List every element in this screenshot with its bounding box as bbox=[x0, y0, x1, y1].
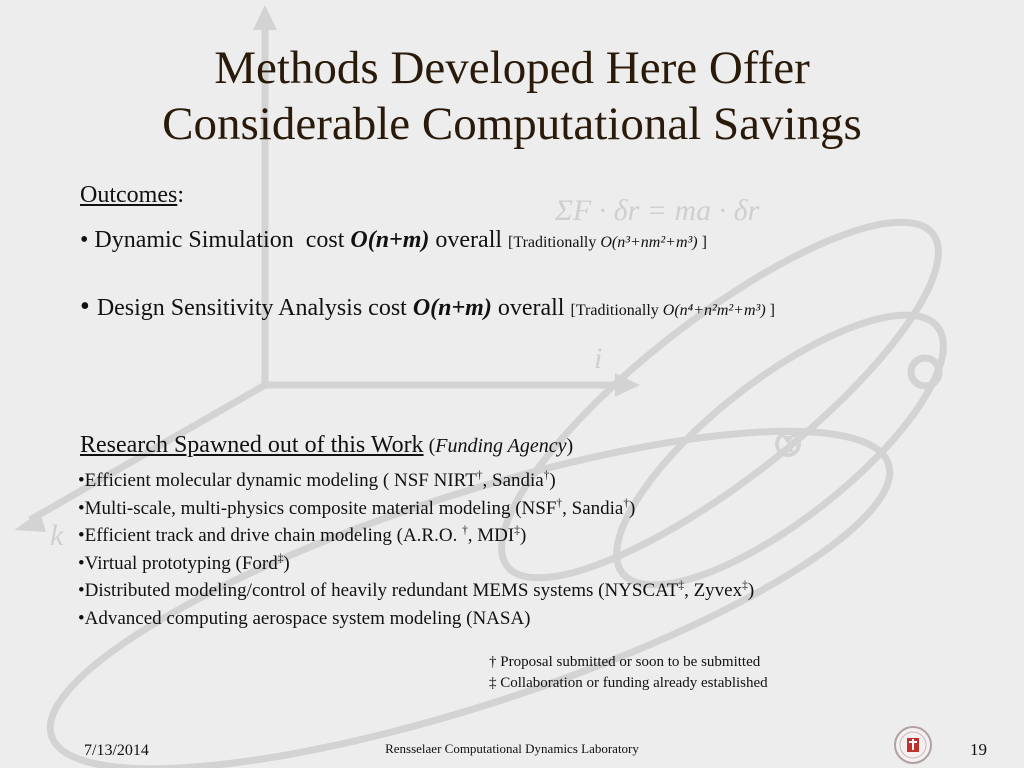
footnote-mark: ‡ bbox=[514, 524, 520, 537]
list-item bbox=[78, 550, 754, 578]
background-equation: ΣF · δr = ma · δr bbox=[555, 194, 760, 227]
traditional-close: ] bbox=[765, 302, 775, 319]
background-axis-label: k bbox=[50, 519, 64, 552]
list-item bbox=[78, 522, 754, 550]
item-text: ) bbox=[519, 525, 527, 546]
funding-agency-label: Funding Agency bbox=[435, 435, 567, 457]
footer-lab-name: Rensselaer Computational Dynamics Laboratory bbox=[385, 741, 639, 756]
item-text: , Sandia bbox=[562, 497, 624, 519]
footnote-mark: ‡ bbox=[678, 579, 685, 592]
list-item bbox=[78, 495, 754, 523]
footnote-mark: † bbox=[543, 469, 550, 482]
outcome-overall: overall bbox=[429, 227, 509, 253]
slide-title-line1: Methods Developed Here Offer bbox=[214, 42, 810, 94]
list-item bbox=[78, 577, 754, 605]
outcomes-heading: Outcomes bbox=[80, 182, 178, 208]
item-text: •Multi-scale, multi-physics composite material modeling (NSF bbox=[78, 497, 557, 519]
footer-date: 7/13/2014 bbox=[84, 742, 149, 759]
item-text: •Advanced computing aerospace system modeling (NASA) bbox=[78, 607, 531, 629]
footnote-mark: † bbox=[556, 497, 563, 510]
item-text: •Efficient molecular dynamic modeling ( NSF NIRT bbox=[78, 470, 477, 491]
traditional-formula: O(n³+nm²+m³) bbox=[600, 234, 698, 251]
outcome-overall: overall bbox=[491, 295, 571, 321]
item-text: •Distributed modeling/control of heavily redundant MEMS systems (NYSCAT bbox=[78, 580, 679, 601]
footnote-mark: † bbox=[462, 524, 468, 537]
outcomes-colon: : bbox=[177, 182, 184, 208]
footnote-mark: ‡ bbox=[742, 579, 748, 592]
background-vector-label: i bbox=[594, 342, 603, 375]
traditional-label: [Traditionally bbox=[508, 234, 601, 251]
footnotes bbox=[489, 652, 768, 694]
item-text: , Sandia bbox=[482, 470, 544, 491]
page-number: 19 bbox=[970, 740, 987, 759]
rpi-seal-icon bbox=[888, 725, 938, 765]
traditional-formula: O(n⁴+n²m²+m³) bbox=[662, 302, 766, 319]
outcome-dynamic-simulation bbox=[80, 227, 707, 254]
research-list bbox=[78, 467, 754, 632]
item-text: , MDI bbox=[467, 525, 515, 546]
item-text: ) bbox=[747, 580, 755, 601]
slide-title-line2: Considerable Computational Savings bbox=[162, 98, 862, 150]
paren-close: ) bbox=[566, 435, 574, 457]
paren-open: ( bbox=[423, 435, 436, 457]
footnote-mark: † bbox=[623, 497, 630, 510]
list-item bbox=[78, 467, 754, 495]
complexity-value: O(n+m) bbox=[350, 227, 430, 253]
footnote-double-dagger: ‡ Collaboration or funding already established bbox=[489, 675, 768, 691]
outcome-text: • Dynamic Simulation cost bbox=[80, 227, 351, 253]
item-text: ) bbox=[629, 497, 636, 519]
bullet: • bbox=[80, 291, 97, 322]
item-text: ) bbox=[283, 552, 290, 574]
item-text: ) bbox=[549, 470, 556, 491]
item-text: •Efficient track and drive chain modeling (A.R.O. bbox=[78, 525, 463, 546]
footnote-mark: † bbox=[476, 469, 483, 482]
item-text: , Zyvex bbox=[684, 580, 743, 601]
footnote-mark: ‡ bbox=[277, 552, 284, 565]
list-item bbox=[78, 605, 754, 633]
research-heading: Research Spawned out of this Work bbox=[80, 432, 424, 458]
traditional-label: [Traditionally bbox=[570, 302, 663, 319]
complexity-value: O(n+m) bbox=[412, 295, 492, 321]
footnote-dagger: † Proposal submitted or soon to be submitted bbox=[489, 654, 761, 670]
outcomes-heading-row bbox=[80, 182, 184, 209]
research-heading-row bbox=[80, 432, 573, 459]
traditional-close: ] bbox=[697, 234, 707, 251]
item-text: •Virtual prototyping (Ford bbox=[78, 552, 278, 574]
outcome-text: Design Sensitivity Analysis cost bbox=[96, 295, 413, 321]
slide-title bbox=[0, 40, 1024, 152]
outcome-design-sensitivity bbox=[80, 291, 775, 323]
